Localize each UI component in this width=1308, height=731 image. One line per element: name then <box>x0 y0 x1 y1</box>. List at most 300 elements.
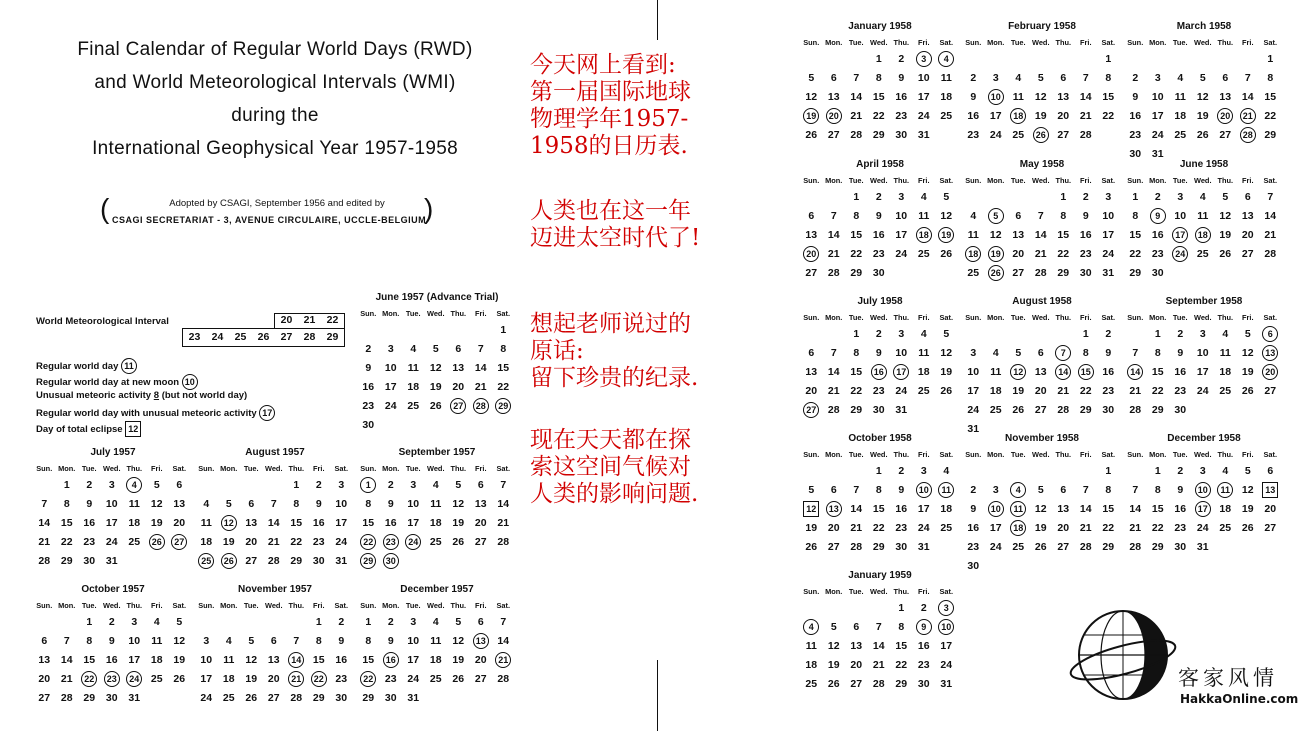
day-number: 1 <box>360 477 376 493</box>
day-cell <box>1192 126 1215 145</box>
month-november-1957 <box>195 582 355 708</box>
wmi-day: 26 <box>257 331 270 343</box>
day-number: 15 <box>60 517 73 529</box>
day-cell <box>913 344 936 363</box>
title-line-3: during the <box>231 105 319 126</box>
day-cell <box>1124 207 1147 226</box>
day-number: 10 <box>895 210 908 222</box>
month-april-1958 <box>800 157 960 283</box>
month-name: November 1957 <box>238 584 312 595</box>
day-cell <box>1097 88 1120 107</box>
day-cell <box>868 481 891 500</box>
weekday-label: Fri. <box>475 464 487 473</box>
day-number: 20 <box>826 108 842 124</box>
weekday-label: Wed. <box>869 587 888 596</box>
day-number: 14 <box>827 366 840 378</box>
empty-cell <box>470 321 493 340</box>
weekday-label: Fri. <box>151 601 163 610</box>
day-number: 22 <box>872 110 885 122</box>
wmi-day: 27 <box>280 331 293 343</box>
day-cell <box>890 401 913 420</box>
month-august-1958 <box>962 294 1122 439</box>
day-number: 5 <box>432 343 439 355</box>
day-cell <box>240 689 263 708</box>
weekday-label: Fri. <box>1080 450 1092 459</box>
day-cell <box>357 514 380 533</box>
day-cell <box>1124 344 1147 363</box>
legend-rwd-sample: 11 <box>121 358 137 374</box>
day-number: 14 <box>1034 229 1047 241</box>
weekday-label: Sun. <box>198 464 215 473</box>
day-cell <box>1214 481 1237 500</box>
day-number: 29 <box>1102 541 1115 553</box>
day-cell <box>800 675 823 694</box>
day-number: 20 <box>245 536 258 548</box>
day-cell <box>285 514 308 533</box>
weekday-header <box>357 306 517 321</box>
day-cell <box>195 670 218 689</box>
day-cell <box>380 397 403 416</box>
day-cell <box>845 245 868 264</box>
day-cell <box>330 632 353 651</box>
day-number: 1 <box>1267 53 1274 65</box>
day-cell <box>868 500 891 519</box>
day-number: 27 <box>450 398 466 414</box>
day-number: 18 <box>429 654 442 666</box>
weekday-label: Wed. <box>869 38 888 47</box>
day-number: 12 <box>1219 210 1232 222</box>
weekday-label: Tue. <box>243 464 259 473</box>
page-divider-top <box>657 0 658 40</box>
day-number: 5 <box>943 191 950 203</box>
day-cell <box>962 107 985 126</box>
day-cell <box>845 126 868 145</box>
day-cell <box>1214 363 1237 382</box>
day-number: 14 <box>872 640 885 652</box>
day-number: 7 <box>1267 191 1274 203</box>
weekday-label: Sun. <box>803 587 820 596</box>
day-cell <box>890 519 913 538</box>
weekday-label: Sun. <box>1127 313 1144 322</box>
month-name: March 1958 <box>1176 21 1232 32</box>
day-number: 29 <box>83 692 96 704</box>
chinese-para-2: 人类也在这一年 迈进太空时代了! <box>530 198 701 251</box>
day-cell <box>425 632 448 651</box>
day-number: 15 <box>872 503 885 515</box>
day-cell <box>800 637 823 656</box>
day-number: 19 <box>245 673 258 685</box>
day-number: 3 <box>938 600 954 616</box>
day-number: 26 <box>1241 522 1254 534</box>
day-number: 1 <box>1154 465 1161 477</box>
day-cell <box>78 613 101 632</box>
day-cell <box>890 69 913 88</box>
empty-cell <box>447 321 470 340</box>
day-cell <box>962 226 985 245</box>
day-cell <box>823 618 846 637</box>
day-cell <box>1214 69 1237 88</box>
legend-eclipse-label: Day of total eclipse <box>36 424 123 435</box>
weekday-label: Wed. <box>869 450 888 459</box>
day-cell <box>890 107 913 126</box>
day-number: 9 <box>898 484 905 496</box>
day-cell <box>845 207 868 226</box>
day-number: 7 <box>500 616 507 628</box>
day-cell <box>1124 69 1147 88</box>
legend-meteor-sample: 8 <box>153 390 160 401</box>
day-number: 2 <box>315 479 322 491</box>
credit-line-2: CSAGI SECRETARIAT - 3, AVENUE CIRCULAIRE, UCCLE-BELGIUM <box>112 215 427 225</box>
day-cell <box>33 495 56 514</box>
day-cell <box>218 552 241 571</box>
weekday-label: Tue. <box>1172 38 1188 47</box>
day-number: 11 <box>200 517 212 529</box>
weekday-label: Tue. <box>1010 450 1026 459</box>
day-cell <box>890 207 913 226</box>
day-grid <box>1124 462 1284 557</box>
day-cell <box>330 552 353 571</box>
legend-wmi-label: World Meteorological Interval <box>36 316 169 327</box>
day-number: 7 <box>830 347 837 359</box>
day-number: 25 <box>1174 129 1187 141</box>
day-number: 17 <box>1196 366 1209 378</box>
day-number: 20 <box>38 673 51 685</box>
day-cell <box>240 495 263 514</box>
day-cell <box>425 476 448 495</box>
day-number: 22 <box>311 671 327 687</box>
day-cell <box>1214 88 1237 107</box>
day-number: 4 <box>153 616 160 628</box>
day-number: 19 <box>1219 229 1232 241</box>
day-cell <box>1214 107 1237 126</box>
day-number: 9 <box>1177 484 1184 496</box>
empty-cell <box>1007 50 1030 69</box>
day-cell <box>913 226 936 245</box>
day-number: 13 <box>1057 91 1070 103</box>
weekday-header <box>962 173 1122 188</box>
day-cell <box>985 88 1008 107</box>
day-cell <box>1192 207 1215 226</box>
day-number: 24 <box>1172 246 1188 262</box>
day-cell <box>1007 500 1030 519</box>
day-number: 21 <box>474 381 487 393</box>
day-cell <box>962 519 985 538</box>
legend-meteor-note: (but not world day) <box>161 390 248 401</box>
day-number: 9 <box>970 503 977 515</box>
day-number: 12 <box>989 229 1002 241</box>
day-number: 9 <box>86 498 93 510</box>
weekday-label: Wed. <box>1193 313 1212 322</box>
weekday-label: Sat. <box>939 38 954 47</box>
day-number: 22 <box>360 534 376 550</box>
day-cell <box>1259 462 1282 481</box>
wmi-day: 25 <box>234 331 247 343</box>
chinese-para-4: 现在天天都在探 索这空间气候对 人类的影响问题. <box>530 427 699 507</box>
day-cell <box>492 359 515 378</box>
day-number: 27 <box>803 402 819 418</box>
day-cell <box>78 670 101 689</box>
day-number: 29 <box>60 555 73 567</box>
day-number: 11 <box>990 366 1002 378</box>
day-number: 10 <box>1196 347 1209 359</box>
day-cell <box>1237 344 1260 363</box>
day-number: 12 <box>452 635 465 647</box>
day-number: 28 <box>827 404 840 416</box>
day-cell <box>425 651 448 670</box>
day-cell <box>56 552 79 571</box>
day-number: 11 <box>967 229 979 241</box>
day-cell <box>330 495 353 514</box>
day-cell <box>285 495 308 514</box>
day-cell <box>1147 363 1170 382</box>
weekday-label: Wed. <box>1193 38 1212 47</box>
day-cell <box>868 207 891 226</box>
day-cell <box>470 495 493 514</box>
day-number: 19 <box>429 381 442 393</box>
empty-cell <box>357 321 380 340</box>
day-grid <box>800 462 960 557</box>
day-cell <box>823 264 846 283</box>
day-cell <box>308 552 331 571</box>
day-number: 5 <box>943 328 950 340</box>
day-number: 2 <box>387 479 394 491</box>
weekday-label: Fri. <box>313 464 325 473</box>
empty-cell <box>425 321 448 340</box>
day-cell <box>962 88 985 107</box>
day-number: 3 <box>1177 191 1184 203</box>
day-number: 14 <box>1079 503 1092 515</box>
day-number: 12 <box>803 501 819 517</box>
weekday-label: Sat. <box>496 309 511 318</box>
chinese-para-3: 想起老师说过的 原话: 留下珍贵的纪录. <box>530 311 699 391</box>
day-cell <box>470 514 493 533</box>
day-cell <box>962 538 985 557</box>
day-cell <box>1192 344 1215 363</box>
day-number: 20 <box>474 654 487 666</box>
day-number: 13 <box>827 91 840 103</box>
day-number: 27 <box>171 534 187 550</box>
day-cell <box>1052 382 1075 401</box>
day-cell <box>1214 188 1237 207</box>
day-number: 28 <box>38 555 51 567</box>
day-number: 28 <box>827 267 840 279</box>
weekday-label: Sat. <box>1101 38 1116 47</box>
day-number: 9 <box>365 362 372 374</box>
day-number: 24 <box>940 659 953 671</box>
day-number: 31 <box>128 692 141 704</box>
day-number: 24 <box>200 692 213 704</box>
day-number: 3 <box>970 347 977 359</box>
day-cell <box>357 476 380 495</box>
day-cell <box>1147 188 1170 207</box>
day-cell <box>218 495 241 514</box>
day-number: 29 <box>872 129 885 141</box>
weekday-label: Mon. <box>1149 450 1167 459</box>
day-number: 9 <box>108 635 115 647</box>
day-number: 17 <box>384 381 397 393</box>
weekday-label: Wed. <box>264 601 283 610</box>
day-number: 2 <box>1154 191 1161 203</box>
day-cell <box>935 188 958 207</box>
day-cell <box>101 689 124 708</box>
month-name: October 1958 <box>848 433 912 444</box>
day-number: 29 <box>1057 267 1070 279</box>
day-cell <box>308 689 331 708</box>
day-number: 2 <box>387 616 394 628</box>
day-number: 13 <box>826 501 842 517</box>
day-cell <box>823 226 846 245</box>
day-number: 5 <box>225 498 232 510</box>
day-cell <box>1169 519 1192 538</box>
day-number: 23 <box>917 659 930 671</box>
empty-cell <box>1007 188 1030 207</box>
day-cell <box>1147 500 1170 519</box>
day-cell <box>123 495 146 514</box>
day-cell <box>470 359 493 378</box>
day-cell <box>285 552 308 571</box>
day-number: 1 <box>875 53 882 65</box>
day-number: 7 <box>830 210 837 222</box>
day-cell <box>1124 519 1147 538</box>
day-number: 2 <box>365 343 372 355</box>
weekday-label: Mon. <box>825 587 843 596</box>
empty-cell <box>1052 462 1075 481</box>
day-cell <box>240 632 263 651</box>
day-grid <box>800 599 960 694</box>
day-number: 18 <box>940 503 953 515</box>
day-cell <box>1097 500 1120 519</box>
day-cell <box>1237 107 1260 126</box>
legend-meteor-label: Unusual meteoric activity <box>36 390 152 401</box>
day-number: 2 <box>970 72 977 84</box>
day-cell <box>240 552 263 571</box>
day-number: 14 <box>288 652 304 668</box>
day-cell <box>1007 226 1030 245</box>
day-cell <box>1214 519 1237 538</box>
day-cell <box>1147 538 1170 557</box>
day-cell <box>845 344 868 363</box>
weekday-label: Tue. <box>1010 38 1026 47</box>
weekday-label: Sun. <box>1127 450 1144 459</box>
day-cell <box>868 88 891 107</box>
day-cell <box>845 69 868 88</box>
day-number: 21 <box>38 536 51 548</box>
day-cell <box>890 599 913 618</box>
weekday-label: Thu. <box>450 464 467 473</box>
day-cell <box>56 689 79 708</box>
day-cell <box>962 557 985 576</box>
day-cell <box>1124 226 1147 245</box>
day-cell <box>985 207 1008 226</box>
day-number: 25 <box>989 404 1002 416</box>
day-cell <box>845 538 868 557</box>
day-number: 14 <box>1129 503 1142 515</box>
day-cell <box>101 651 124 670</box>
day-cell <box>357 613 380 632</box>
day-cell <box>1237 207 1260 226</box>
day-number: 23 <box>1151 248 1164 260</box>
weekday-label: Thu. <box>893 450 910 459</box>
month-name: October 1957 <box>81 584 145 595</box>
day-cell <box>935 382 958 401</box>
day-cell <box>935 462 958 481</box>
weekday-label: Fri. <box>1242 313 1254 322</box>
day-number: 23 <box>83 536 96 548</box>
day-cell <box>868 637 891 656</box>
day-cell <box>1259 50 1282 69</box>
day-cell <box>492 670 515 689</box>
day-number: 20 <box>1057 522 1070 534</box>
day-cell <box>470 340 493 359</box>
day-cell <box>1007 519 1030 538</box>
weekday-label: Sat. <box>939 587 954 596</box>
day-cell <box>935 500 958 519</box>
month-june-1958 <box>1124 157 1284 283</box>
weekday-label: Thu. <box>126 601 143 610</box>
day-cell <box>402 359 425 378</box>
day-number: 29 <box>1151 541 1164 553</box>
weekday-label: Mon. <box>825 313 843 322</box>
weekday-label: Sun. <box>965 450 982 459</box>
day-number: 6 <box>248 498 255 510</box>
day-cell <box>447 533 470 552</box>
day-number: 4 <box>1222 465 1229 477</box>
weekday-label: Mon. <box>825 176 843 185</box>
day-cell <box>985 107 1008 126</box>
day-cell <box>845 656 868 675</box>
day-number: 21 <box>60 673 73 685</box>
day-cell <box>330 514 353 533</box>
day-cell <box>1007 344 1030 363</box>
day-number: 24 <box>1102 248 1115 260</box>
day-number: 31 <box>105 555 118 567</box>
day-cell <box>823 637 846 656</box>
day-cell <box>380 632 403 651</box>
day-cell <box>962 245 985 264</box>
legend-rwd-meteor <box>36 405 275 421</box>
day-number: 8 <box>875 484 882 496</box>
day-cell <box>101 670 124 689</box>
day-cell <box>1192 88 1215 107</box>
day-cell <box>823 344 846 363</box>
day-number: 29 <box>495 398 511 414</box>
day-cell <box>913 637 936 656</box>
day-cell <box>308 533 331 552</box>
day-cell <box>1214 382 1237 401</box>
day-number: 1 <box>853 328 860 340</box>
day-number: 7 <box>875 621 882 633</box>
day-number: 27 <box>850 678 863 690</box>
day-cell <box>1214 207 1237 226</box>
day-number: 22 <box>1102 110 1115 122</box>
day-cell <box>890 88 913 107</box>
day-number: 27 <box>1264 385 1277 397</box>
day-cell <box>33 670 56 689</box>
day-number: 11 <box>918 347 930 359</box>
day-cell <box>447 670 470 689</box>
day-cell <box>1030 481 1053 500</box>
day-cell <box>935 88 958 107</box>
day-cell <box>1214 325 1237 344</box>
day-number: 28 <box>497 536 510 548</box>
day-cell <box>101 514 124 533</box>
weekday-label: Sat. <box>172 464 187 473</box>
day-number: 6 <box>477 479 484 491</box>
day-number: 19 <box>988 246 1004 262</box>
day-number: 16 <box>872 229 885 241</box>
day-number: 12 <box>452 498 465 510</box>
day-cell <box>78 533 101 552</box>
